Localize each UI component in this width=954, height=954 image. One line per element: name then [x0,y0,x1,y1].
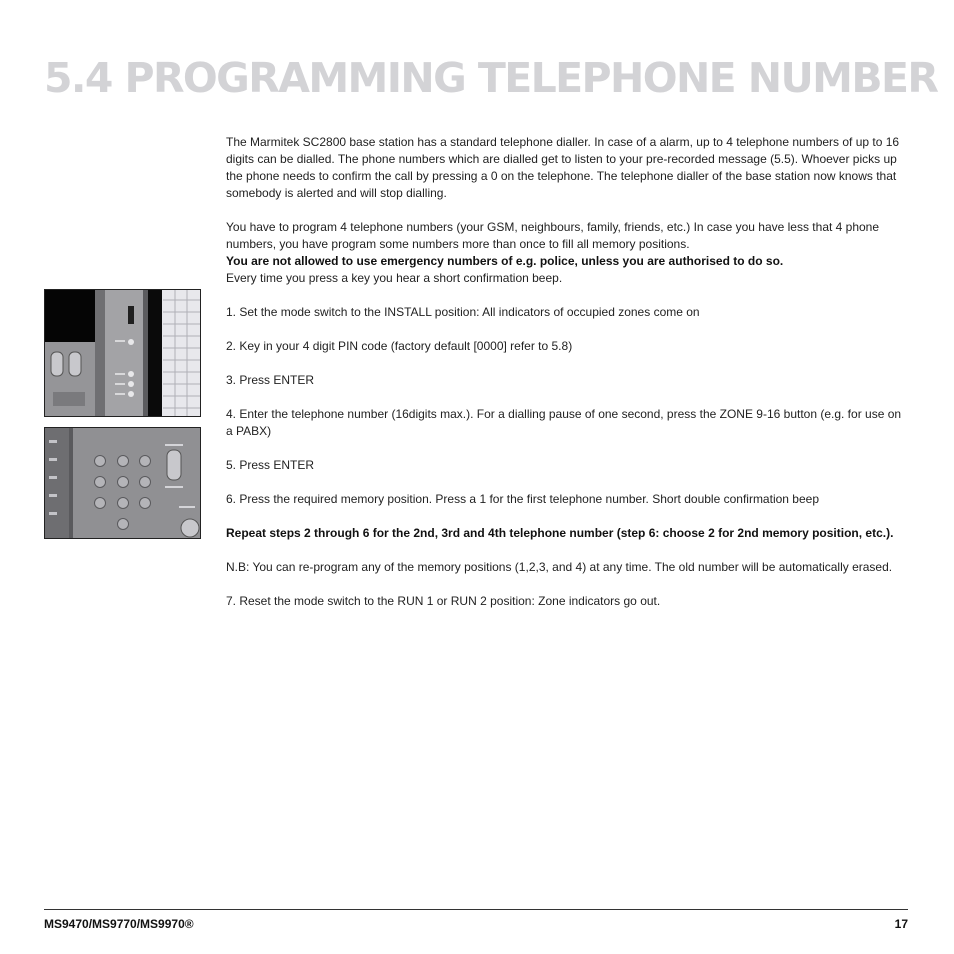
page-title: 5.4 PROGRAMMING TELEPHONE NUMBER [44,54,938,102]
program-info-paragraph: You have to program 4 telephone numbers (your GSM, neighbours, family, friends, etc.) In case you have less that 4 phone numbers, you have program some numbers more than once to fill all memory positions. [226,220,880,251]
step-5: 5. Press ENTER [226,458,315,472]
footer-divider [44,909,908,910]
body-text [226,134,908,627]
step-4: 4. Enter the telephone number (16digits max.). For a dialling pause of one second, press the ZONE 9-16 button (e.g. for use on a PABX) [226,407,902,438]
step-6: 6. Press the required memory position. Press a 1 for the first telephone number. Short double confirmation beep [226,492,819,506]
intro-paragraph: The Marmitek SC2800 base station has a standard telephone dialler. In case of a alarm, up to 4 telephone numbers of up to 16 digits can be dialled. The phone numbers which are dialled get to listen to your pre-recorded message (5.5). Whoever picks up the phone needs to confirm the call by pressing a 0 on the telephone. The telephone dialler of the base station now knows that somebody is alerted and will stop dialling. [226,135,900,200]
footer-model: MS9470/MS9770/MS9970® [44,917,194,931]
step-2: 2. Key in your 4 digit PIN code (factory default [0000] refer to 5.8) [226,339,573,353]
beep-note: Every time you press a key you hear a short confirmation beep. [226,271,563,285]
base-station-panel-photo [44,289,201,417]
repeat-note: Repeat steps 2 through 6 for the 2nd, 3rd and 4th telephone number (step 6: choose 2 for 2nd memory position, etc.). [226,526,894,540]
step-7: 7. Reset the mode switch to the RUN 1 or RUN 2 position: Zone indicators go out. [226,594,661,608]
keypad-photo [44,427,201,539]
nb-note: N.B: You can re-program any of the memory positions (1,2,3, and 4) at any time. The old number will be automatically erased. [226,560,893,574]
step-3: 3. Press ENTER [226,373,315,387]
warning-text: You are not allowed to use emergency numbers of e.g. police, unless you are authorised to do so. [226,254,784,268]
step-1: 1. Set the mode switch to the INSTALL position: All indicators of occupied zones come on [226,305,700,319]
page-number: 17 [894,917,908,931]
